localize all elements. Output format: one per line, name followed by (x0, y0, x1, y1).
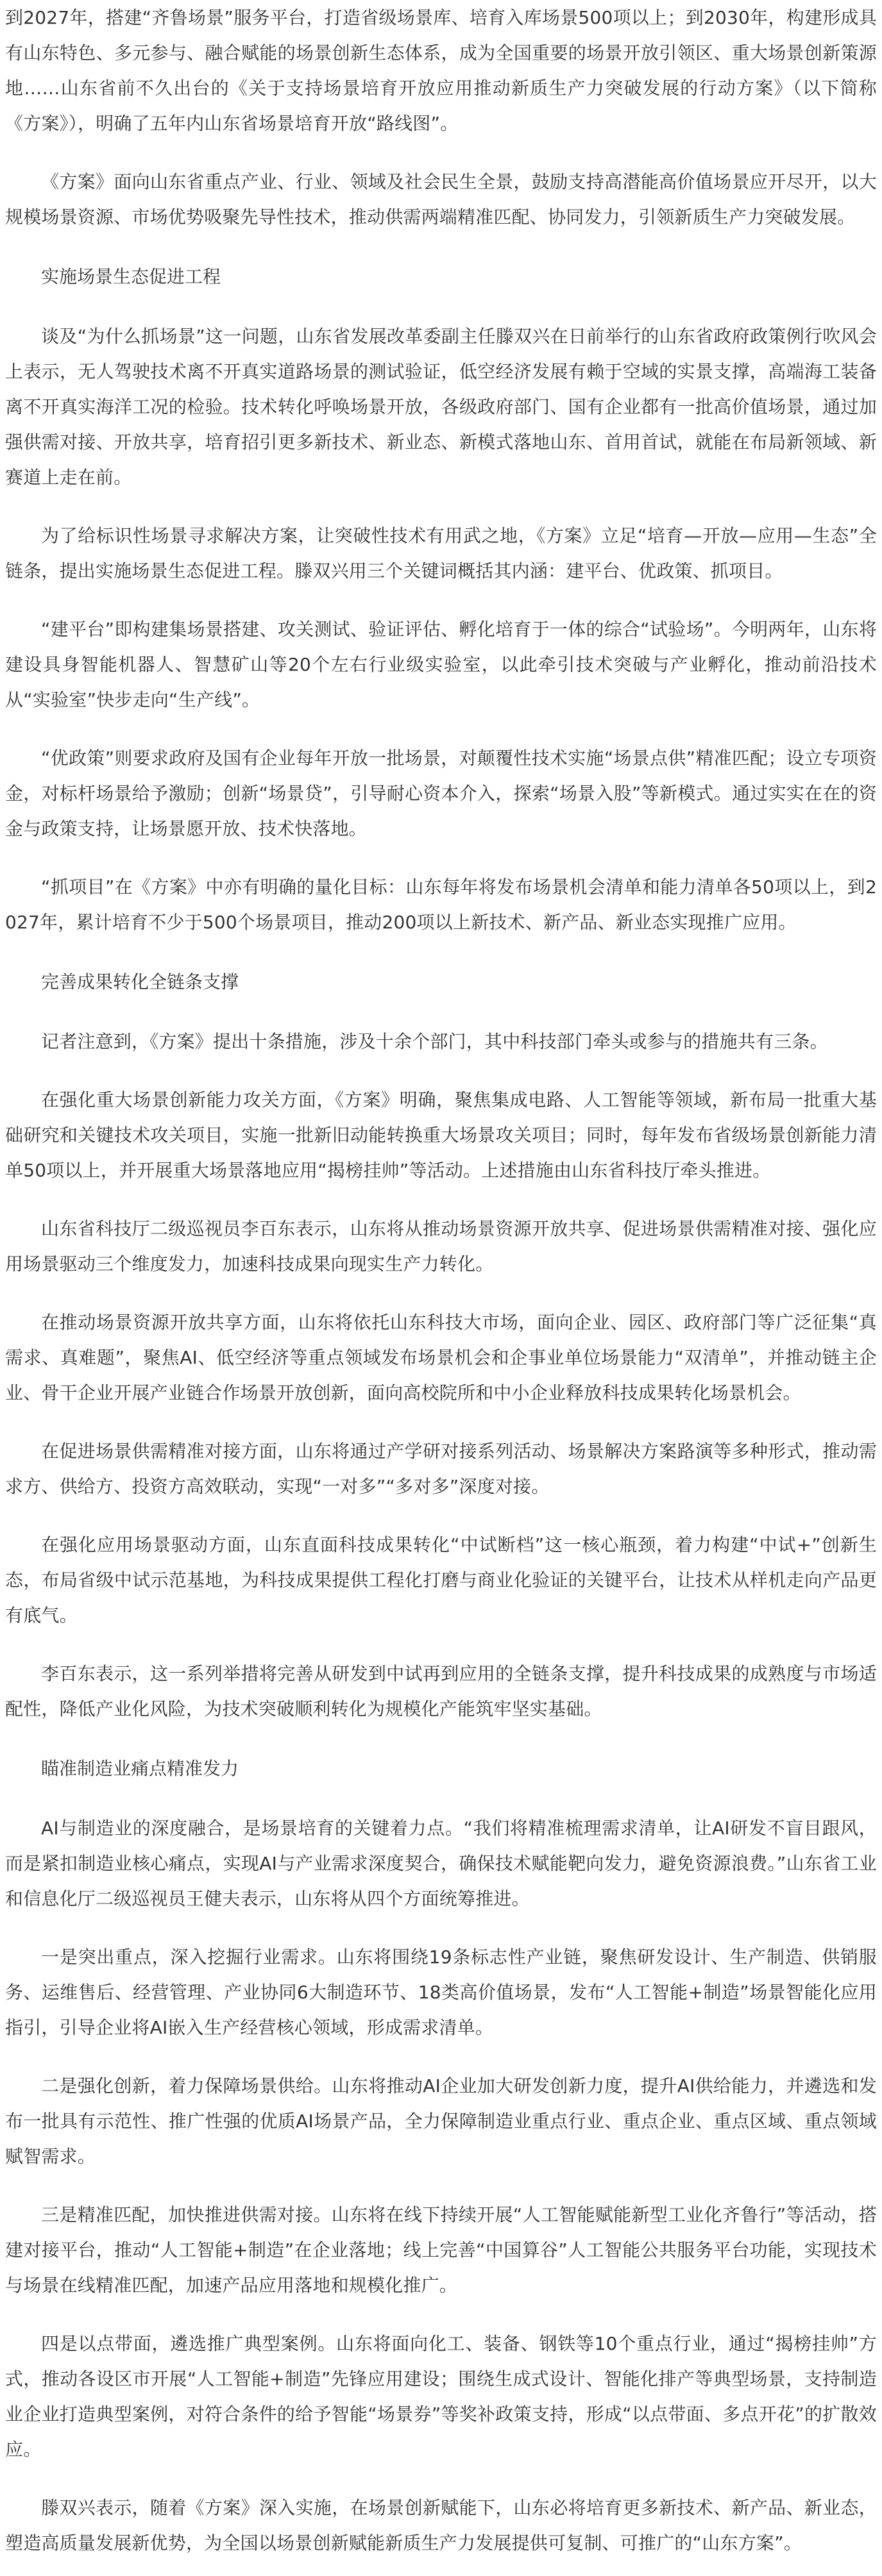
article-paragraph: 谈及“为什么抓场景”这一问题，山东省发展改革委副主任滕双兴在日前举行的山东省政府政策例行吹风会上表示，无人驾驶技术离不开真实道路场景的测试验证，低空经济发展有赖于空域的实景支撑，高端海工装备离不开真实海洋工况的检验。技术转化呼唤场景开放，各级政府部门、国有企业都有一批高价值场景，通过加强供需对接、开放共享，培育招引更多新技术、新业态、新模式落地山东、首用首试，就能在布局新领域、新赛道上走在前。 (5, 326, 877, 488)
article-paragraph: 到2027年，搭建“齐鲁场景”服务平台，打造省级场景库、培育入库场景500项以上；到2030年，构建形成具有山东特色、多元参与、融合赋能的场景创新生态体系，成为全国重要的场景开放引领区、重大场景创新策源地……山东省前不久出台的《关于支持场景培育开放应用推动新质生产力突破发展的行动方案》（以下简称《方案》），明确了五年内山东省场景培育开放“路线图”。 (5, 7, 877, 134)
article-paragraph: 记者注意到，《方案》提出十条措施，涉及十余个部门，其中科技部门牵头或参与的措施共有三条。 (41, 1031, 828, 1052)
article-paragraph: “抓项目”在《方案》中亦有明确的量化目标：山东每年将发布场景机会清单和能力清单各50项以上，到2027年，累计培育不少于500个场景项目，推动200项以上新技术、新产品、新业态实现推广应用。 (5, 876, 877, 933)
section-heading: 完善成果转化全链条支撑 (41, 971, 239, 992)
article-paragraph: 为了给标识性场景寻求解决方案，让突破性技术有用武之地，《方案》立足“培育—开放—应用—生态”全链条，提出实施场景生态促进工程。滕双兴用三个关键词概括其内涵：建平台、优政策、抓项目。 (5, 525, 877, 581)
article-paragraph: 四是以点带面，遴选推广典型案例。山东将面向化工、装备、钢铁等10个重点行业，通过“揭榜挂帅”方式，推动各设区市开展“人工智能+制造”先锋应用建设；围绕生成式设计、智能化排产等典型场景，支持制造业企业打造典型案例，对符合条件的给予智能“场景券”等奖补政策支持，形成“以点带面、多点开花”的扩散效应。 (5, 2333, 877, 2460)
section-heading: 实施场景生态促进工程 (41, 266, 221, 287)
article-paragraph: 在强化应用场景驱动方面，山东直面科技成果转化“中试断档”这一核心瓶颈，着力构建“中试+”创新生态，布局省级中试示范基地，为科技成果提供工程化打磨与商业化验证的关键平台，让技术从样机走向产品更有底气。 (5, 1534, 877, 1626)
article-paragraph: 一是突出重点，深入挖掘行业需求。山东将围绕19条标志性产业链，聚焦研发设计、生产制造、供销服务、运维售后、经营管理、产业协同6大制造环节、18类高价值场景，发布“人工智能+制造”场景智能化应用指引，引导企业将AI嵌入生产经营核心领域，形成需求清单。 (5, 1946, 877, 2038)
article-paragraph: 《方案》面向山东省重点产业、行业、领域及社会民生全景，鼓励支持高潜能高价值场景应开尽开，以大规模场景资源、市场优势吸聚先导性技术，推动供需两端精准匹配、协同发力，引领新质生产力突破发展。 (5, 171, 877, 228)
article-paragraph: “优政策”则要求政府及国有企业每年开放一批场景，对颠覆性技术实施“场景点供”精准匹配；设立专项资金，对标杆场景给予激励；创新“场景贷”，引导耐心资本介入，探索“场景入股”等新模式。通过实实在在的资金与政策支持，让场景愿开放、技术快落地。 (5, 748, 877, 839)
article-paragraph: “建平台”即构建集场景搭建、攻关测试、验证评估、孵化培育于一体的综合“试验场”。今明两年，山东将建设具身智能机器人、智慧矿山等20个左右行业级实验室，以此牵引技术突破与产业孵化，推动前沿技术从“实验室”快步走向“生产线”。 (5, 619, 877, 710)
article-paragraph: 山东省科技厅二级巡视员李百东表示，山东将从推动场景资源开放共享、促进场景供需精准对接、强化应用场景驱动三个维度发力，加速科技成果向现实生产力转化。 (5, 1218, 877, 1275)
article-paragraph: AI与制造业的深度融合，是场景培育的关键着力点。“我们将精准梳理需求清单，让AI研发不盲目跟风，而是紧扣制造业核心痛点，实现AI与产业需求深度契合，确保技术赋能靶向发力，避免资源浪费。”山东省工业和信息化厅二级巡视员王健夫表示，山东将从四个方面统筹推进。 (5, 1818, 877, 1909)
article-paragraph: 滕双兴表示，随着《方案》深入实施，在场景创新赋能下，山东必将培育更多新技术、新产品、新业态，塑造高质量发展新优势，为全国以场景创新赋能新质生产力发展提供可复制、可推广的“山东方案”。 (5, 2497, 877, 2554)
article-paragraph: 在强化重大场景创新能力攻关方面，《方案》明确，聚焦集成电路、人工智能等领域，新布局一批重大基础研究和关键技术攻关项目，实施一批新旧动能转换重大场景攻关项目；同时，每年发布省级场景创新能力清单50项以上，并开展重大场景落地应用“揭榜挂帅”等活动。上述措施由山东省科技厅牵头推进。 (5, 1089, 877, 1181)
article-paragraph: 李百东表示，这一系列举措将完善从研发到中试再到应用的全链条支撑，提升科技成果的成熟度与市场适配性，降低产业化风险，为技术突破顺利转化为规模化产能筑牢坚实基础。 (5, 1663, 877, 1719)
article-paragraph: 在促进场景供需精准对接方面，山东将通过产学研对接系列活动、场景解决方案路演等多种形式，推动需求方、供给方、投资方高效联动，实现“一对多”“多对多”深度对接。 (5, 1441, 877, 1497)
section-heading: 瞄准制造业痛点精准发力 (41, 1758, 239, 1779)
article-paragraph: 二是强化创新，着力保障场景供给。山东将推动AI企业加大研发创新力度，提升AI供给能力，并遴选和发布一批具有示范性、推广性强的优质AI场景产品，全力保障制造业重点行业、重点企业、重点区域、重点领域赋智需求。 (5, 2075, 877, 2167)
article-paragraph: 在推动场景资源开放共享方面，山东将依托山东科技大市场，面向企业、园区、政府部门等广泛征集“真需求、真难题”，聚焦AI、低空经济等重点领域发布场景机会和企事业单位场景能力“双清单”，并推动链主企业、骨干企业开展产业链合作场景开放创新，面向高校院所和中小企业释放科技成果转化场景机会。 (5, 1312, 877, 1403)
article-paragraph: 三是精准匹配，加快推进供需对接。山东将在线下持续开展“人工智能赋能新型工业化齐鲁行”等活动，搭建对接平台，推动“人工智能+制造”在企业落地；线上完善“中国算谷”人工智能公共服务平台功能，实现技术与场景在线精准匹配，加速产品应用落地和规模化推广。 (5, 2204, 877, 2296)
